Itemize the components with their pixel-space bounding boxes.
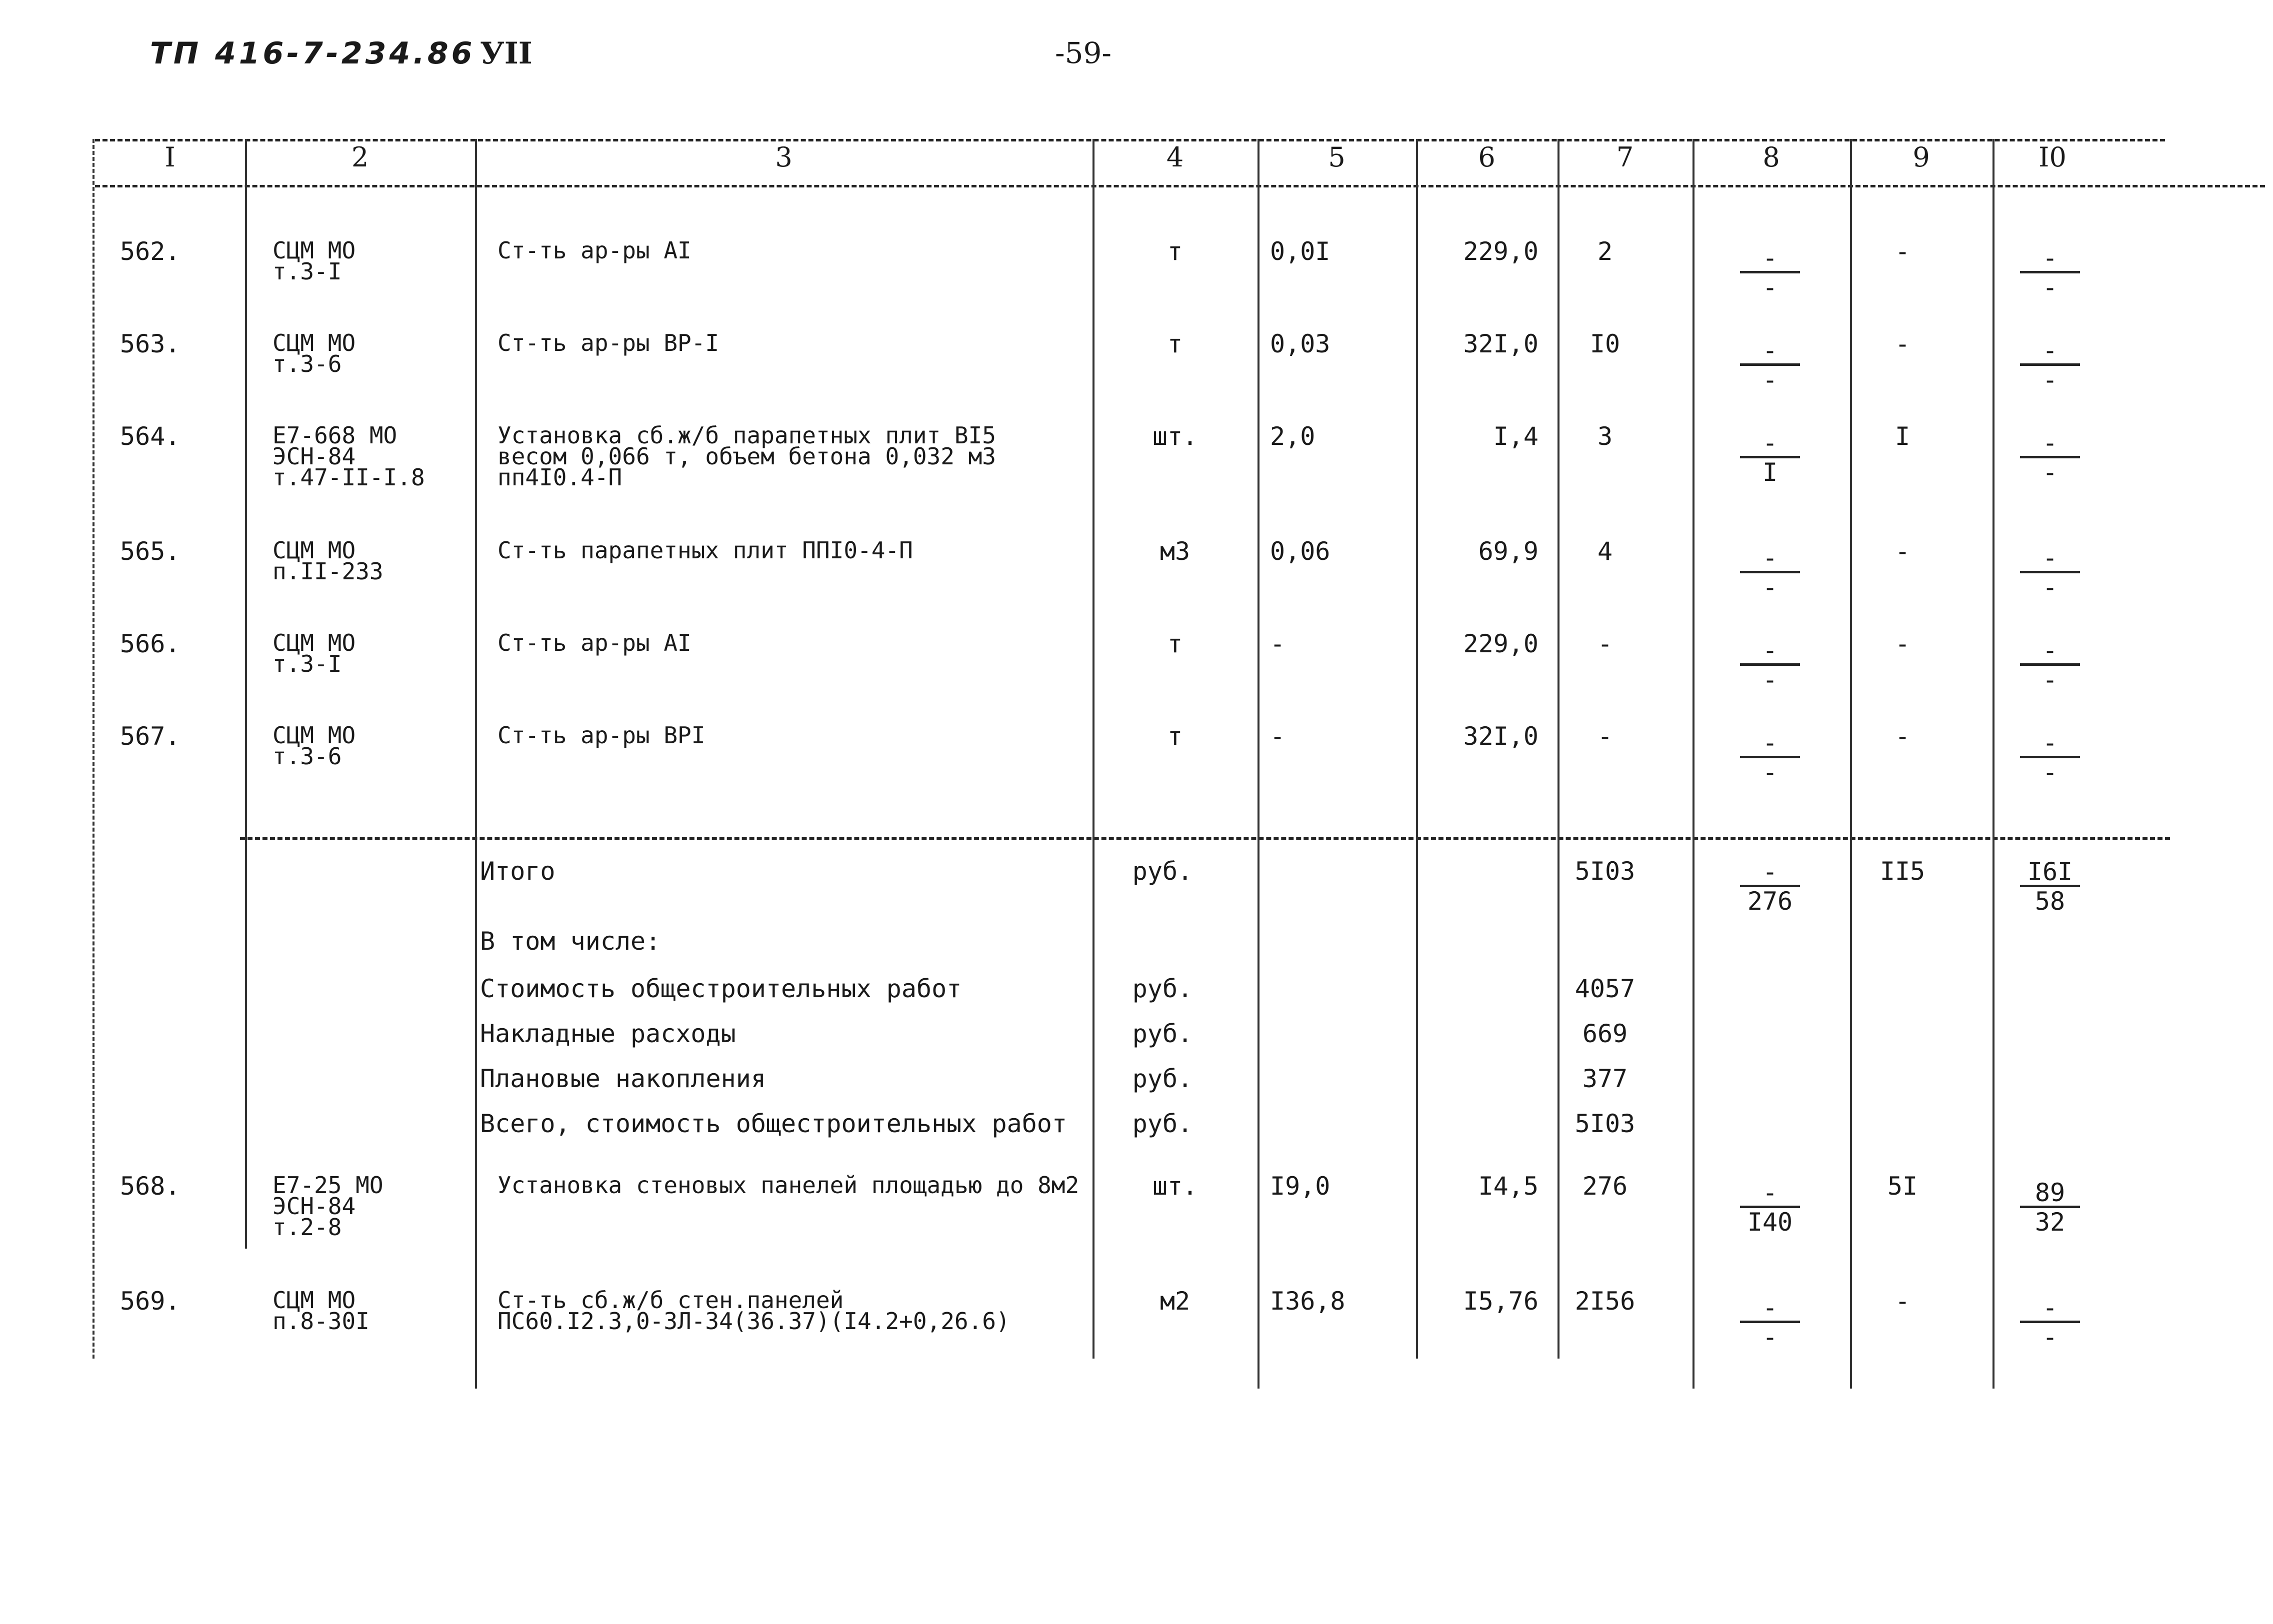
cell-c10-fraction <box>2020 730 2080 786</box>
cell-total: I0 <box>1590 329 1620 358</box>
summary-including-label: В том числе: <box>480 927 661 956</box>
fraction-top: - <box>2020 730 2080 758</box>
cell-c8-fraction <box>1740 545 1800 601</box>
fraction-top: - <box>1740 430 1800 458</box>
cell-ref: СЦМ МО т.3-I <box>272 629 356 677</box>
cell-qty: - <box>1270 629 1286 658</box>
cell-total: 276 <box>1582 1172 1628 1201</box>
cell-desc: Установка стеновых панелей площадью до 8м2 <box>498 1172 1080 1199</box>
cell-unit: шт. <box>1152 422 1198 451</box>
cell-num: 565. <box>120 537 180 566</box>
summary-itogo-col9: II5 <box>1880 857 1926 886</box>
cell-c9: - <box>1894 722 1910 751</box>
cell-c8-fraction <box>1740 245 1800 301</box>
cell-unit: т <box>1167 237 1183 266</box>
volume-label: УII <box>480 36 532 71</box>
cell-price: I,4 <box>1493 422 1538 451</box>
fraction-bottom: 32 <box>2034 1208 2066 1237</box>
fraction-bottom: - <box>1762 665 1778 694</box>
column-header: 3 <box>775 141 792 173</box>
col-line-5 <box>1258 139 1260 1389</box>
cell-unit: шт. <box>1152 1172 1198 1201</box>
cell-qty: - <box>1270 722 1286 751</box>
fraction-top: - <box>2020 337 2080 366</box>
cell-unit: т <box>1167 329 1183 358</box>
summary-itogo-unit: руб. <box>1132 857 1193 886</box>
header-bottom-rule <box>95 185 2265 187</box>
fraction-top: - <box>2020 545 2080 573</box>
cell-total: 3 <box>1597 422 1613 451</box>
cell-c8-fraction <box>1740 430 1800 486</box>
fraction-bottom: 276 <box>1747 887 1793 916</box>
fraction-bottom: - <box>2042 758 2058 787</box>
fraction-top: - <box>1740 545 1800 573</box>
cell-c9: 5I <box>1887 1172 1918 1201</box>
fraction-top: - <box>2020 245 2080 273</box>
cell-num: 564. <box>120 422 180 451</box>
cell-ref: Е7-25 МО ЭСН-84 т.2-8 <box>272 1172 384 1241</box>
summary-itogo-col8 <box>1740 859 1800 915</box>
cell-num: 566. <box>120 629 180 658</box>
fraction-top: - <box>2020 637 2080 666</box>
fraction-top: 89 <box>2020 1180 2080 1208</box>
summary-line-unit: руб. <box>1132 974 1193 1003</box>
cell-ref: СЦМ МО т.3-I <box>272 237 356 285</box>
fraction-top: - <box>1740 859 1800 887</box>
cell-desc: Ст-ть парапетных плит ППI0-4-П <box>498 537 913 564</box>
cell-c9: I <box>1894 422 1910 451</box>
cell-qty: 0,06 <box>1270 537 1330 566</box>
document-code: ТП 416-7-234.86 <box>150 36 476 71</box>
cell-c9: - <box>1894 629 1910 658</box>
cell-qty: 2,0 <box>1270 422 1316 451</box>
fraction-bottom: - <box>2042 458 2058 487</box>
cell-c8-fraction <box>1740 337 1800 394</box>
cell-total: 2 <box>1597 237 1613 266</box>
cell-unit: м2 <box>1160 1287 1190 1316</box>
summary-line-label: Всего, стоимость общестроительных работ <box>480 1109 1067 1138</box>
column-header: 6 <box>1478 141 1496 173</box>
fraction-top: - <box>1740 1295 1800 1323</box>
fraction-bottom: - <box>2042 273 2058 302</box>
subtotal-rule <box>240 837 2170 840</box>
fraction-bottom: - <box>2042 1323 2058 1352</box>
cell-c10-fraction <box>2020 1180 2080 1236</box>
cell-qty: 0,03 <box>1270 329 1330 358</box>
cell-desc: Ст-ть ар-ры ВР-I <box>498 329 720 356</box>
cell-c9: - <box>1894 329 1910 358</box>
fraction-bottom: - <box>2042 573 2058 602</box>
cell-c8-fraction <box>1740 1295 1800 1351</box>
fraction-bottom: - <box>1762 273 1778 302</box>
col-line-8 <box>1692 139 1694 1389</box>
page-number: -59- <box>1055 36 1112 70</box>
cell-desc: Ст-ть ар-ры АI <box>498 629 692 656</box>
summary-line-label: Плановые накопления <box>480 1064 766 1093</box>
cell-qty: I36,8 <box>1270 1287 1346 1316</box>
summary-line-unit: руб. <box>1132 1019 1193 1048</box>
summary-line-total: 4057 <box>1574 974 1636 1003</box>
cell-num: 567. <box>120 722 180 751</box>
cell-price: 69,9 <box>1478 537 1538 566</box>
summary-line-total: 5I03 <box>1574 1109 1636 1138</box>
column-header: 7 <box>1616 141 1634 173</box>
fraction-top: - <box>2020 1295 2080 1323</box>
cell-c10-fraction <box>2020 637 2080 694</box>
col-line-3 <box>475 139 477 1389</box>
cell-qty: 0,0I <box>1270 237 1330 266</box>
summary-itogo-col10 <box>2020 859 2080 915</box>
fraction-bottom: - <box>1762 573 1778 602</box>
summary-line-label: Накладные расходы <box>480 1019 736 1048</box>
cell-total: - <box>1597 722 1613 751</box>
fraction-top: - <box>1740 637 1800 666</box>
summary-line-unit: руб. <box>1132 1109 1193 1138</box>
fraction-bottom: I <box>1762 458 1778 487</box>
col-line-1 <box>92 139 94 1359</box>
cell-unit: т <box>1167 629 1183 658</box>
cell-unit: м3 <box>1160 537 1190 566</box>
header-top-rule <box>95 139 2165 141</box>
cell-c10-fraction <box>2020 430 2080 486</box>
cell-price: 229,0 <box>1463 629 1538 658</box>
column-header: 5 <box>1328 141 1346 173</box>
cell-c10-fraction <box>2020 337 2080 394</box>
fraction-bottom: 58 <box>2034 887 2066 916</box>
summary-line-total: 669 <box>1582 1019 1628 1048</box>
cell-ref: СЦМ МО т.3-6 <box>272 329 356 377</box>
summary-itogo-label: Итого <box>480 857 556 886</box>
cell-ref: СЦМ МО т.3-6 <box>272 722 356 770</box>
cell-desc: Установка сб.ж/б парапетных плит ВI5 весом 0,066 т, объем бетона 0,032 м3 пп4I0.4-П <box>498 422 996 491</box>
col-line-7 <box>1558 139 1560 1359</box>
cell-total: - <box>1597 629 1613 658</box>
summary-itogo-total: 5I03 <box>1574 857 1636 886</box>
cell-price: 32I,0 <box>1463 329 1538 358</box>
column-header: I <box>164 141 176 173</box>
cell-price: 229,0 <box>1463 237 1538 266</box>
fraction-top: - <box>1740 730 1800 758</box>
cell-unit: т <box>1167 722 1183 751</box>
cell-c8-fraction <box>1740 1180 1800 1236</box>
col-line-10 <box>1992 139 1994 1389</box>
cell-total: 2I56 <box>1574 1287 1636 1316</box>
summary-line-unit: руб. <box>1132 1064 1193 1093</box>
cell-desc: Ст-ть ар-ры АI <box>498 237 692 264</box>
fraction-bottom: - <box>1762 365 1778 394</box>
fraction-top: - <box>1740 1180 1800 1208</box>
cell-ref: СЦМ МО п.II-233 <box>272 537 384 585</box>
summary-line-total: 377 <box>1582 1064 1628 1093</box>
cell-c8-fraction <box>1740 730 1800 786</box>
cell-price: I4,5 <box>1478 1172 1538 1201</box>
cell-ref: СЦМ МО п.8-30I <box>272 1287 370 1335</box>
summary-line-label: Стоимость общестроительных работ <box>480 974 962 1003</box>
column-header: 9 <box>1912 141 1930 173</box>
column-header: 4 <box>1166 141 1184 173</box>
cell-price: 32I,0 <box>1463 722 1538 751</box>
cell-c9: - <box>1894 237 1910 266</box>
col-line-9 <box>1850 139 1852 1389</box>
fraction-top: - <box>2020 430 2080 458</box>
fraction-bottom: - <box>1762 758 1778 787</box>
column-header: I0 <box>2038 141 2066 173</box>
cell-price: I5,76 <box>1463 1287 1538 1316</box>
cell-c10-fraction <box>2020 245 2080 301</box>
fraction-bottom: - <box>2042 665 2058 694</box>
fraction-bottom: - <box>1762 1323 1778 1352</box>
cell-c9: - <box>1894 537 1910 566</box>
cell-c10-fraction <box>2020 1295 2080 1351</box>
cell-c8-fraction <box>1740 637 1800 694</box>
cell-c10-fraction <box>2020 545 2080 601</box>
fraction-top: - <box>1740 337 1800 366</box>
cell-c9: - <box>1894 1287 1910 1316</box>
fraction-bottom: - <box>2042 365 2058 394</box>
cell-desc: Ст-ть ар-ры ВРI <box>498 722 706 749</box>
col-line-2 <box>245 139 247 1249</box>
column-header: 8 <box>1762 141 1780 173</box>
cell-total: 4 <box>1597 537 1613 566</box>
cell-desc: Ст-ть сб.ж/б стен.панелей ПС60.I2.3,0-3Л-34(36.37)(I4.2+0,26.6) <box>498 1287 1010 1335</box>
cell-num: 563. <box>120 329 180 358</box>
cell-num: 569. <box>120 1287 180 1316</box>
fraction-top: - <box>1740 245 1800 273</box>
fraction-bottom: I40 <box>1747 1208 1793 1237</box>
fraction-top: I6I <box>2020 859 2080 887</box>
cell-qty: I9,0 <box>1270 1172 1330 1201</box>
cell-ref: Е7-668 МО ЭСН-84 т.47-II-I.8 <box>272 422 425 491</box>
column-header: 2 <box>351 141 369 173</box>
cell-num: 568. <box>120 1172 180 1201</box>
cell-num: 562. <box>120 237 180 266</box>
